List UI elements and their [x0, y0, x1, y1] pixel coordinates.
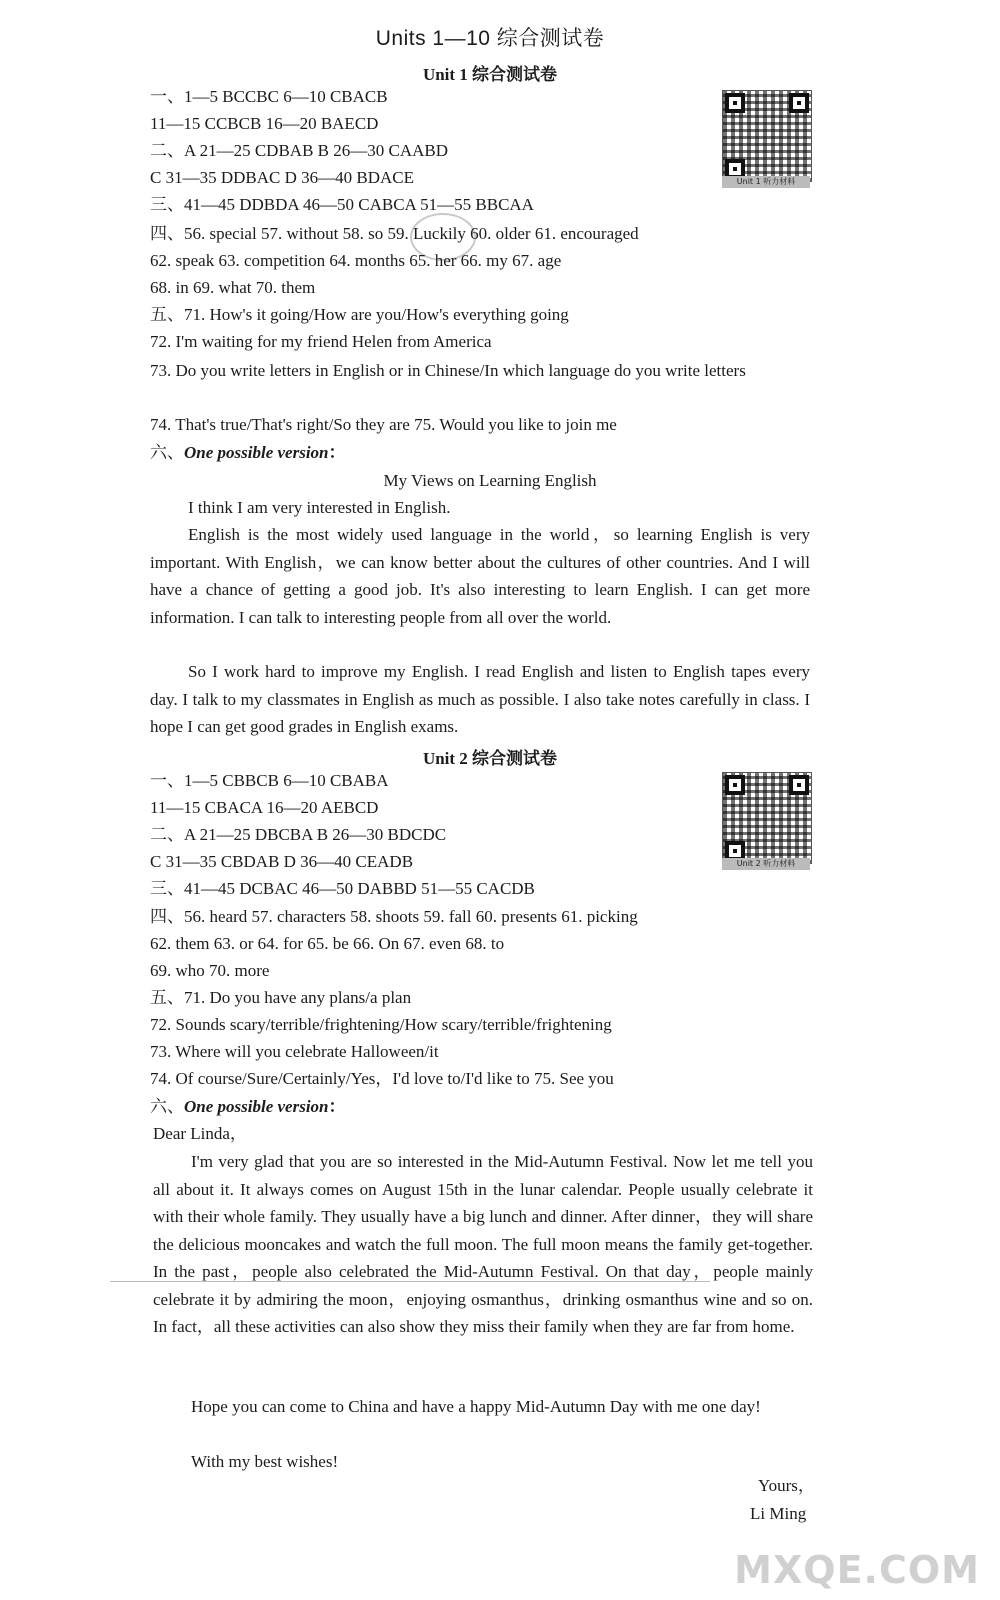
- unit2-answer-line: 三、41—45 DCBAC 46—50 DABBD 51—55 CACDB: [150, 879, 535, 898]
- unit2-answer-line: 11—15 CBACA 16—20 AEBCD: [150, 798, 379, 817]
- unit1-answer-line: 二、A 21—25 CDBAB B 26—30 CAABD: [150, 141, 449, 160]
- unit2-answer-line: 62. them 63. or 64. for 65. be 66. On 67. even 68. to: [150, 934, 505, 953]
- letter-paragraph: With my best wishes!: [191, 1452, 339, 1471]
- unit2-answer-line: 四、56. heard 57. characters 58. shoots 59. fall 60. presents 61. picking: [150, 907, 638, 926]
- letter-signature: Li Ming: [750, 1504, 807, 1523]
- essay-paragraph: I think I am very interested in English.: [188, 498, 451, 517]
- unit2-answer-line: 74. Of course/Sure/Certainly/Yes，I'd love to/I'd like to 75. See you: [150, 1069, 614, 1088]
- unit1-title: Unit 1 综合测试卷: [422, 65, 558, 84]
- letter-paragraph: Hope you can come to China and have a happy Mid-Autumn Day with me one day!: [191, 1397, 761, 1416]
- unit2-answer-line: 69. who 70. more: [150, 961, 270, 980]
- letter-closing: Yours，: [758, 1476, 815, 1495]
- unit1-answer-line: 72. I'm waiting for my friend Helen from America: [150, 332, 492, 351]
- unit2-answer-line: 二、A 21—25 DBCBA B 26—30 BDCDC: [150, 825, 447, 844]
- essay-paragraph: So I work hard to improve my English. I read English and listen to English tapes every day. I talk to my classmates in English as much as possible. I also take notes carefully in class. I hope I can get good grades in English exams.: [150, 662, 810, 736]
- unit2-answer-line: 72. Sounds scary/terrible/frightening/How scary/terrible/frightening: [150, 1015, 612, 1034]
- essay-title: My Views on Learning English: [383, 471, 597, 490]
- unit2-answer-line: 一、1—5 CBBCB 6—10 CBABA: [150, 771, 389, 790]
- unit2-answer-line: C 31—35 CBDAB D 36—40 CEADB: [150, 852, 414, 871]
- unit1-answer-line: 三、41—45 DDBDA 46—50 CABCA 51—55 BBCAA: [150, 195, 534, 214]
- unit1-answer-line: 73. Do you write letters in English or in Chinese/In which language do you write letters: [150, 361, 746, 380]
- unit2-qr-code[interactable]: [722, 772, 812, 864]
- unit1-answer-line: 11—15 CCBCB 16—20 BAECD: [150, 114, 379, 133]
- unit2-answer-line: 五、71. Do you have any plans/a plan: [150, 988, 412, 1007]
- unit1-section6-heading: 六、One possible version：: [150, 443, 346, 462]
- essay-paragraph: English is the most widely used language in the world，so learning English is very important. With English，we can know better about the cultures of other countries. And I will have a chance of getting a good job. It's also interesting to learn English. I can get more information. I can talk to interesting people from all over the world.: [150, 525, 810, 627]
- letter-salutation: Dear Linda，: [153, 1124, 247, 1143]
- unit1-answer-line: 五、71. How's it going/How are you/How's everything going: [150, 305, 569, 324]
- unit1-answer-line: 四、56. special 57. without 58. so 59. Luckily 60. older 61. encouraged: [150, 224, 639, 243]
- unit2-title: Unit 2 综合测试卷: [422, 749, 558, 768]
- unit2-answer-line: 73. Where will you celebrate Halloween/it: [150, 1042, 439, 1061]
- unit1-answer-line: 68. in 69. what 70. them: [150, 278, 316, 297]
- unit1-qr-code[interactable]: [722, 90, 812, 182]
- unit1-answer-line: 62. speak 63. competition 64. months 65. her 66. my 67. age: [150, 251, 562, 270]
- unit1-answer-line: 74. That's true/That's right/So they are 75. Would you like to join me: [150, 415, 617, 434]
- site-watermark: MXQE.COM: [734, 1548, 980, 1592]
- unit1-answer-line: 一、1—5 BCCBC 6—10 CBACB: [150, 87, 388, 106]
- page-title: Units 1—10 综合测试卷: [375, 27, 605, 50]
- unit2-qr-caption: Unit 2 听力材料: [722, 858, 810, 870]
- unit2-section6-heading: 六、One possible version：: [150, 1097, 346, 1116]
- letter-paragraph: I'm very glad that you are so interested in the Mid-Autumn Festival. Now let me tell you all about it. It always comes on August 15th in the lunar calendar. People usually celebrate it with their whole family. They usually have a big lunch and dinner. After dinner，they will share the delicious mooncakes and watch the full moon. The full moon means the family get-together. In the past，people also celebrated the Mid-Autumn Festival. On that day，people mainly celebrate it by admiring the moon，enjoying osmanthus，drinking osmanthus wine and so on. In fact，all these activities can also show they miss their family when they are far from home.: [153, 1152, 813, 1336]
- unit1-answer-line: C 31—35 DDBAC D 36—40 BDACE: [150, 168, 414, 187]
- unit1-qr-caption: Unit 1 听力材料: [722, 176, 810, 188]
- divider-line: [110, 1281, 710, 1282]
